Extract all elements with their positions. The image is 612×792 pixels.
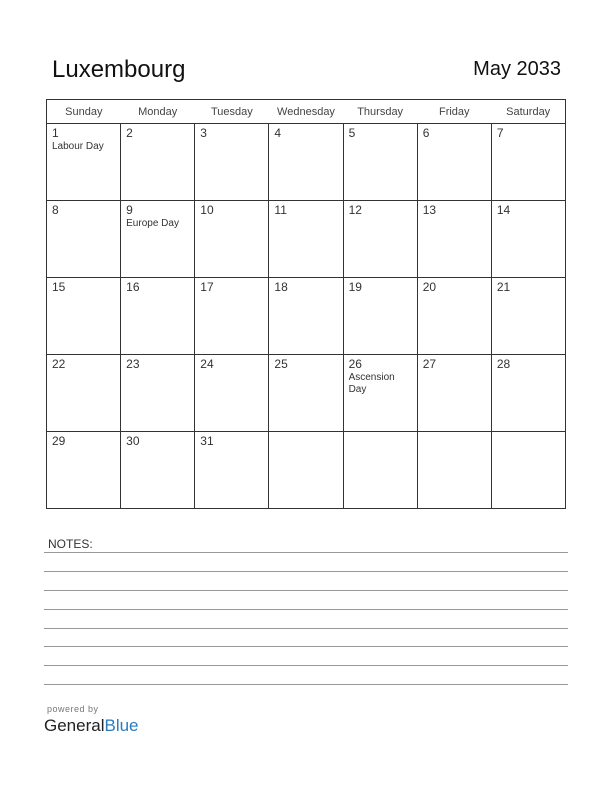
day-cell	[195, 432, 269, 509]
generalblue-logo[interactable]	[44, 716, 139, 736]
day-cell	[269, 278, 343, 355]
holiday-label: Europe Day	[126, 218, 179, 229]
notes-line	[44, 665, 568, 666]
day-number: 26	[348, 357, 362, 371]
day-number: 21	[496, 280, 511, 294]
day-cell	[47, 278, 121, 355]
day-number: 2	[126, 126, 133, 140]
day-cell	[195, 201, 269, 278]
day-cell	[195, 124, 269, 201]
day-number: 1	[52, 126, 59, 140]
day-number: 10	[200, 203, 214, 217]
day-number: 28	[496, 357, 511, 371]
day-number: 14	[496, 203, 511, 217]
calendar-week-row	[47, 355, 566, 432]
notes-line	[44, 684, 568, 685]
weekday-monday: Monday	[121, 100, 195, 124]
day-number: 17	[200, 280, 214, 294]
day-cell	[47, 432, 121, 509]
day-cell	[343, 201, 417, 278]
day-number	[492, 432, 565, 434]
notes-line	[44, 609, 568, 610]
day-cell	[47, 201, 121, 278]
empty-day-cell	[269, 432, 343, 509]
weekday-wednesday: Wednesday	[269, 100, 343, 124]
empty-day-cell	[491, 432, 565, 509]
day-cell	[195, 355, 269, 432]
day-cell	[343, 355, 417, 432]
brand-general-text: General	[44, 716, 105, 735]
notes-line	[44, 646, 568, 647]
day-cell	[417, 278, 491, 355]
day-number: 24	[200, 357, 214, 371]
day-number	[344, 432, 417, 434]
calendar-week-row	[47, 201, 566, 278]
day-number: 9	[126, 203, 133, 217]
day-cell	[121, 355, 195, 432]
day-number	[418, 432, 491, 434]
day-number: 8	[52, 203, 59, 217]
day-number: 30	[126, 434, 140, 448]
notes-line	[44, 552, 568, 553]
day-number: 3	[200, 126, 207, 140]
day-cell	[417, 124, 491, 201]
day-number: 11	[274, 203, 287, 217]
calendar-week-row	[47, 278, 566, 355]
day-number: 23	[126, 357, 140, 371]
powered-by-text: powered by	[47, 704, 99, 714]
day-number: 25	[274, 357, 288, 371]
day-number: 13	[422, 203, 437, 217]
day-cell	[491, 278, 565, 355]
day-number: 15	[52, 280, 66, 294]
holiday-label: Ascension Day	[348, 372, 395, 395]
day-number	[269, 432, 342, 434]
day-number: 6	[422, 126, 430, 140]
day-number: 16	[126, 280, 140, 294]
day-number: 4	[274, 126, 282, 140]
day-number: 5	[348, 126, 356, 140]
day-number: 22	[52, 357, 66, 371]
day-cell	[47, 355, 121, 432]
empty-day-cell	[417, 432, 491, 509]
notes-line	[44, 590, 568, 591]
day-cell	[121, 278, 195, 355]
day-number: 12	[348, 203, 362, 217]
day-number: 7	[496, 126, 504, 140]
day-number: 31	[200, 434, 214, 448]
weekday-tuesday: Tuesday	[195, 100, 269, 124]
day-cell	[269, 124, 343, 201]
empty-day-cell	[343, 432, 417, 509]
day-cell	[417, 355, 491, 432]
calendar-month-year: May 2033	[473, 58, 561, 80]
notes-label: NOTES:	[48, 537, 93, 551]
notes-line	[44, 628, 568, 629]
day-cell	[269, 355, 343, 432]
day-cell	[491, 124, 565, 201]
day-cell	[121, 124, 195, 201]
day-number: 18	[274, 280, 288, 294]
holiday-label: Labour Day	[52, 141, 104, 152]
weekday-friday: Friday	[417, 100, 491, 124]
day-cell	[121, 201, 195, 278]
day-cell	[343, 124, 417, 201]
day-cell	[343, 278, 417, 355]
day-number: 29	[52, 434, 66, 448]
day-number: 27	[422, 357, 437, 371]
brand-blue-text: Blue	[104, 716, 139, 735]
weekday-saturday: Saturday	[491, 100, 565, 124]
day-number: 20	[422, 280, 437, 294]
day-cell	[491, 201, 565, 278]
day-number: 19	[348, 280, 362, 294]
calendar-week-row	[47, 124, 566, 201]
calendar-week-row	[47, 432, 566, 509]
day-cell	[121, 432, 195, 509]
day-cell	[491, 355, 565, 432]
weekday-sunday: Sunday	[47, 100, 121, 124]
day-cell	[417, 201, 491, 278]
day-cell	[47, 124, 121, 201]
weekday-header-row	[47, 100, 566, 124]
notes-line	[44, 571, 568, 572]
calendar-country-title: Luxembourg	[52, 56, 186, 83]
day-cell	[195, 278, 269, 355]
weekday-thursday: Thursday	[343, 100, 417, 124]
calendar-grid	[46, 99, 566, 509]
day-cell	[269, 201, 343, 278]
